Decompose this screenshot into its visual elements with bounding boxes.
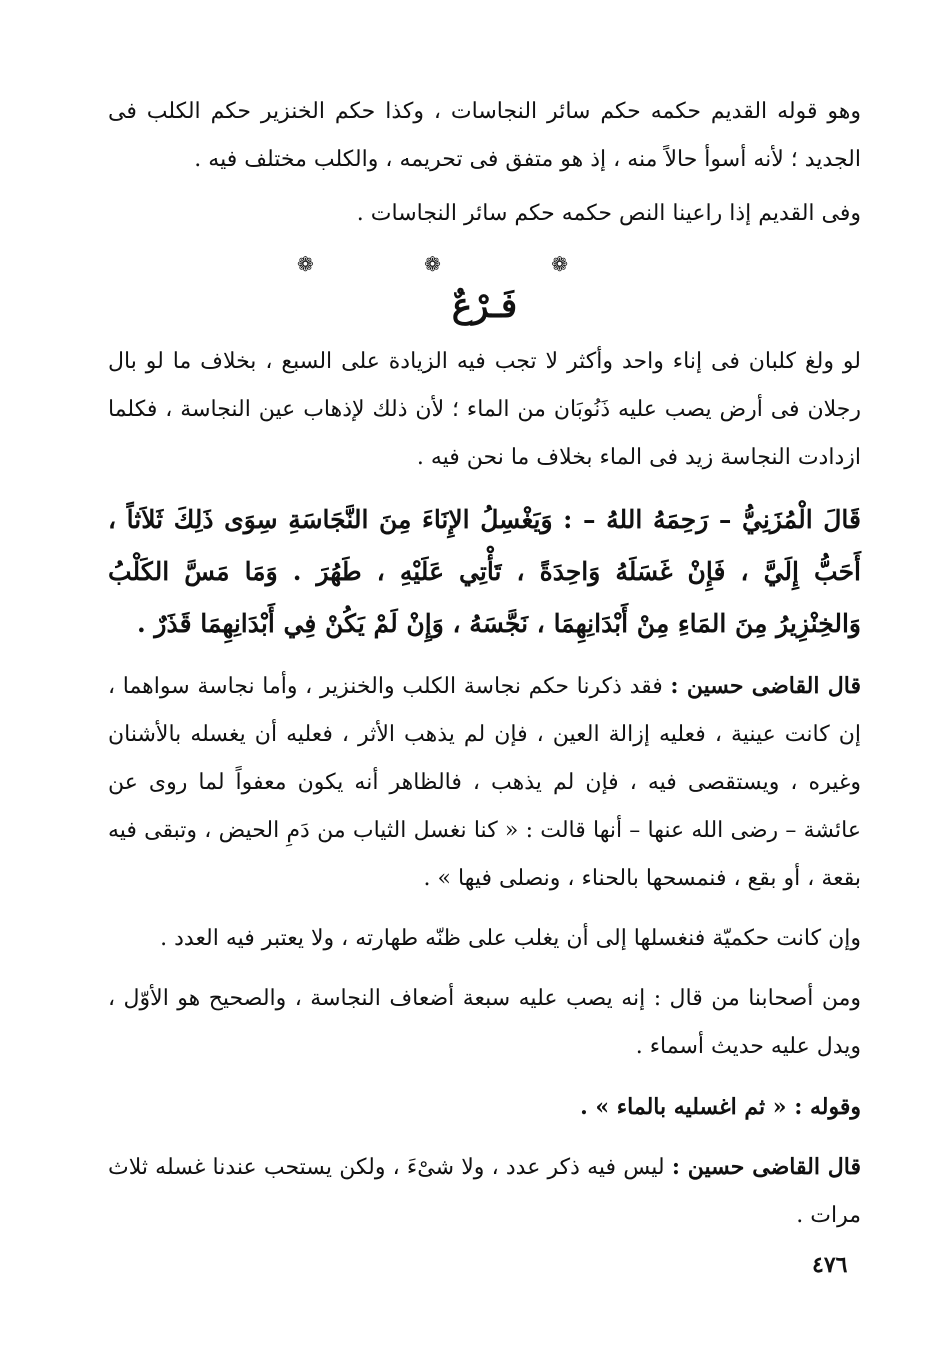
qawluhu-line: وقوله : « ثم اغسليه بالماء » . xyxy=(580,1094,861,1120)
opening-paragraph: وهو قوله القديم حكمه حكم سائر النجاسات ، وكذا حكم الخنزير حكم الكلب فى الجديد ؛ لأنه أسوأ حالاً منه ، إذ هو متفق فى تحريمه ، والكلب مختلف فيه . xyxy=(108,99,861,172)
page-number: ٤٧٦ xyxy=(812,1252,848,1278)
qadi-text-2: ليس فيه ذكر عدد ، ولا شىْءَ ، ولكن يستحب عندنا غسله ثلاث مرات . xyxy=(108,1155,861,1228)
ashab-paragraph: ومن أصحابنا من قال : إنه يصب عليه سبعة أضعاف النجاسة ، والصحيح هو الأوّل ، ويدل عليه حديث أسماء . xyxy=(108,986,861,1059)
qadim-paragraph: وفى القديم إذا راعينا النص حكمه حكم سائر النجاسات . xyxy=(356,201,861,226)
qadi-lead-1: قال القاضى حسين : xyxy=(670,673,861,699)
muzani-quote: قَالَ الْمُزَنِيُّ – رَحِمَهُ اللهُ – : وَيَغْسِلُ الإِنَاءَ مِنَ النَّجَاسَةِ سِوَى ذَلِكَ ثَلاَثاً ، أَحَبُّ إِلَيَّ ، فَإِنْ غَسَلَهُ وَاحِدَةً ، تَأْتِي عَلَيْهِ ، طَهُرَ . وَمَا مَسَّ الكَلْبُ وَالخِنْزِيرُ مِنَ المَاءِ مِنْ أَبْدَانِهِمَا ، نَجَّسَهُ ، وَإِنْ لَمْ يَكُنْ فِي أَبْدَانِهِمَا قَذَرٌ . xyxy=(108,505,861,638)
qadi-text-1: فقد ذكرنا حكم نجاسة الكلب والخنزير ، وأما نجاسة سواهما ، إن كانت عينية ، فعليه إزالة العين ، فإن لم يذهب الأثر ، فعليه أن يغسله بالأشنان وغيره ، ويستقصى فيه ، فإن لم يذهب ، فالظاهر أنه يكون معفواً لما روى عن عائشة – رضى الله عنها – أنها قالت : « كنا نغسل الثياب من دَمِ الحيض ، وتبقى فيه بقعة ، أو بقع ، فنمسحها بالحناء ، ونصلى فيها » . xyxy=(108,674,861,891)
section-separator: ❁ ❁ ❁ xyxy=(297,252,620,276)
far-paragraph: لو ولغ كلبان فى إناء واحد وأكثر لا تجب فيه الزيادة على السبع ، بخلاف ما لو بال رجلان فى أرض يصب عليه ذَنُوبَان من الماء ؛ لأن ذلك لإذهاب عين النجاسة ، فكلما ازدادت النجاسة زيد فى الماء بخلاف ما نحن فيه . xyxy=(108,349,861,470)
qadi-lead-2: قال القاضى حسين : xyxy=(671,1154,861,1180)
section-heading: فَـرْعٌ xyxy=(451,286,518,326)
qadi-paragraph-2 xyxy=(108,1143,861,1240)
page-body xyxy=(108,88,861,1240)
qadi-paragraph-1 xyxy=(108,662,861,903)
hukmiya-paragraph: وإن كانت حكميّة فنغسلها إلى أن يغلب على ظنّه طهارته ، ولا يعتبر فيه العدد . xyxy=(160,926,861,951)
